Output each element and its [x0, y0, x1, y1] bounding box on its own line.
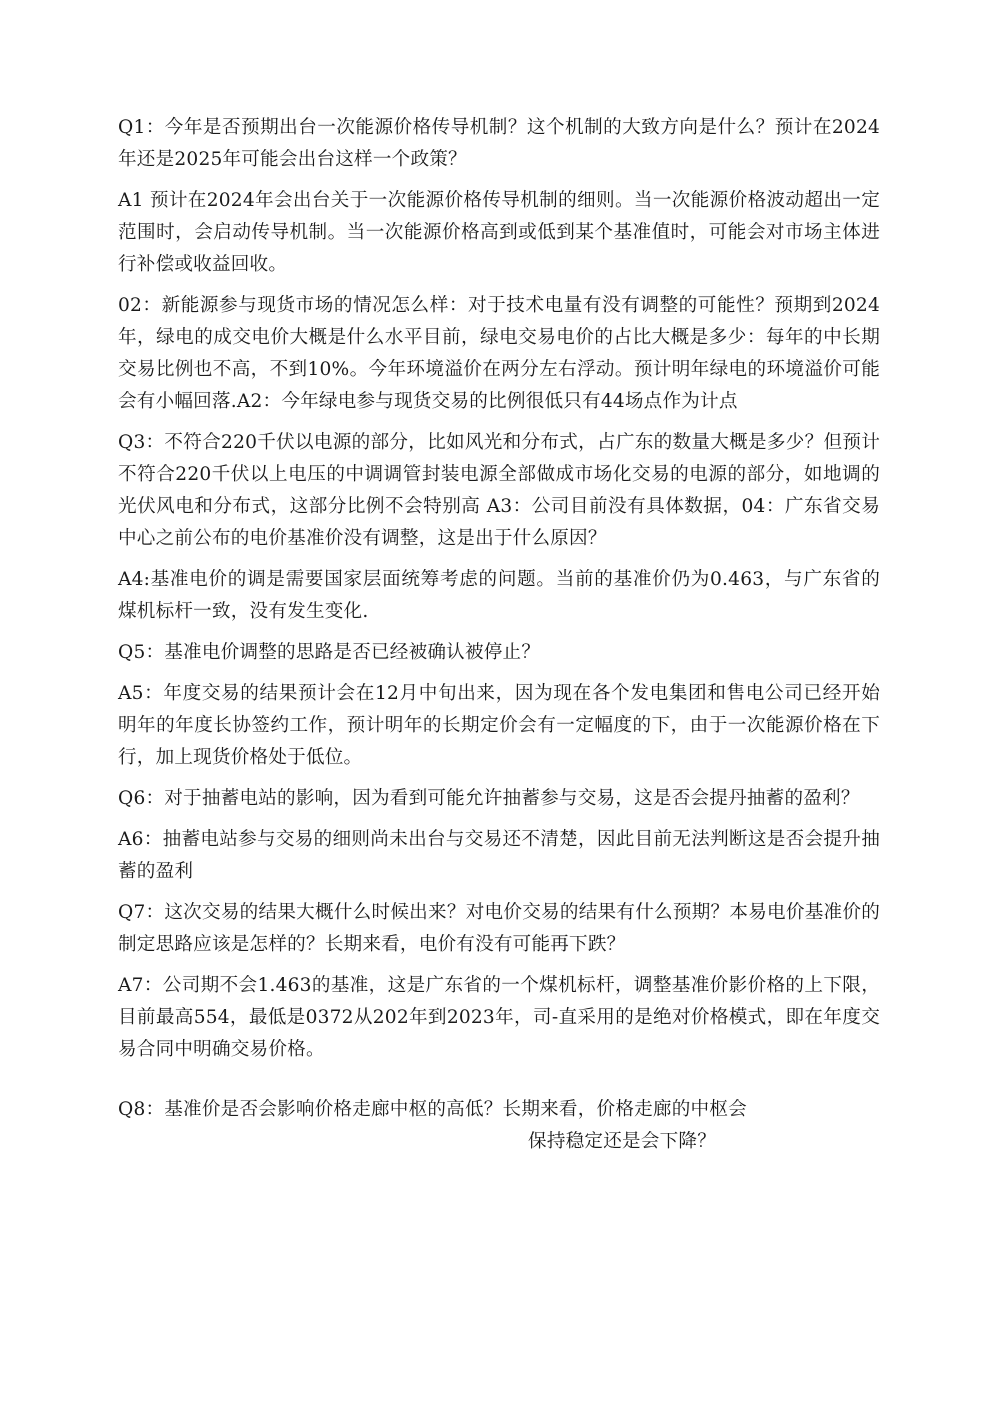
q2-paragraph: 02：新能源参与现货市场的情况怎么样：对于技术电量有没有调整的可能性？预期到2024年，绿电的成交电价大概是什么水平目前，绿电交易电价的占比大概是多少：每年的中长期交易比例也不高，不到10%。今年环境溢价在两分左右浮动。预计明年绿电的环境溢价可能会有小幅回落.A2：今年绿电参与现货交易的比例很低只有44场点作为计点: [118, 295, 880, 412]
q8-paragraph: [118, 1094, 880, 1158]
a6-paragraph: A6：抽蓄电站参与交易的细则尚未出台与交易还不清楚，因此目前无法判断这是否会提升抽蓄的盈利: [118, 829, 880, 882]
q5-paragraph: Q5：基准电价调整的思路是否已经被确认被停止？: [118, 642, 541, 663]
a1-paragraph: A1 预计在2024年会出台关于一次能源价格传导机制的细则。当一次能源价格波动超出一定范围时，会启动传导机制。当一次能源价格高到或低到某个基准值时，可能会对市场主体进行补偿或收益回收。: [118, 190, 880, 275]
document-page: [118, 112, 880, 1167]
q8-main-text: Q8：基准价是否会影响价格走廊中枢的高低？长期来看，价格走廊的中枢会: [118, 1099, 747, 1120]
a4-paragraph: A4:基准电价的调是需要国家层面统筹考虑的问题。当前的基准价仍为0.463，与广东省的煤机标杆一致，没有发生变化.: [118, 569, 880, 622]
q8-tail-text: 保持稳定还是会下降？: [528, 1131, 716, 1152]
a5-paragraph: A5：年度交易的结果预计会在12月中旬出来，因为现在各个发电集团和售电公司已经开始明年的年度长协签约工作，预计明年的长期定价会有一定幅度的下，由于一次能源价格在下行，加上现货价格处于低位。: [118, 683, 880, 768]
a7-paragraph: A7：公司期不会1.463的基准，这是广东省的一个煤机标杆，调整基准价影价格的上下限，目前最高554，最低是0372从202年到2023年，司-直采用的是绝对价格模式，即在年度交易合同中明确交易价格。: [118, 975, 880, 1060]
q7-paragraph: Q7：这次交易的结果大概什么时候出来？对电价交易的结果有什么预期？本易电价基准价的制定思路应该是怎样的？长期来看，电价有没有可能再下跌？: [118, 902, 880, 955]
q1-paragraph: Q1：今年是否预期出台一次能源价格传导机制？这个机制的大致方向是什么？预计在2024年还是2025年可能会出台这样一个政策？: [118, 117, 880, 170]
q3-paragraph: Q3：不符合220千伏以电源的部分，比如风光和分布式，占广东的数量大概是多少？但预计不符合220千伏以上电压的中调调管封装电源全部做成市场化交易的电源的部分，如地调的光伏风电和分布式，这部分比例不会特别高 A3：公司目前没有具体数据，04：广东省交易中心之前公布的电价基准价没有调整，这是出于什么原因？: [118, 432, 880, 549]
q6-paragraph: Q6：对于抽蓄电站的影响，因为看到可能允许抽蓄参与交易，这是否会提丹抽蓄的盈利？: [118, 788, 860, 809]
